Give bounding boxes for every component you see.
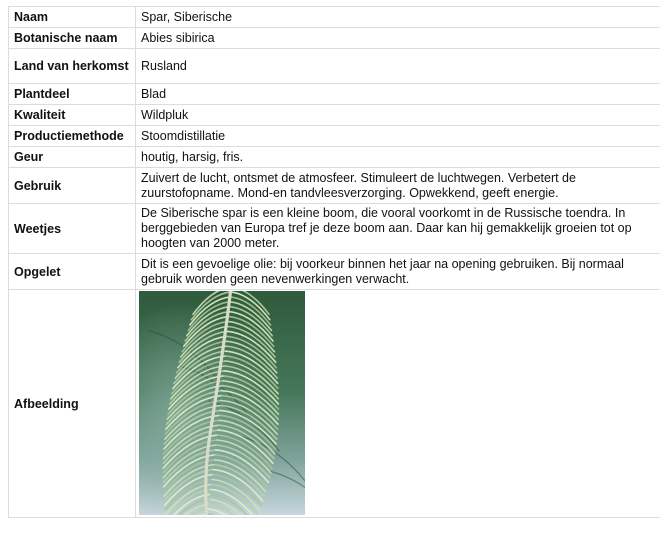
row-label-geur: Geur bbox=[9, 147, 136, 168]
row-value-gebruik: Zuivert de lucht, ontsmet de atmosfeer. Stimuleert de luchtwegen. Verbetert de zuurstofopname. Mond-en tandvleesverzorging. Opwekkend, geeft energie. bbox=[136, 168, 660, 204]
row-label-naam: Naam bbox=[9, 7, 136, 28]
row-value-plantdeel: Blad bbox=[136, 84, 660, 105]
table-row bbox=[9, 84, 660, 105]
row-value-botanische-naam: Abies sibirica bbox=[136, 28, 660, 49]
row-value-kwaliteit: Wildpluk bbox=[136, 105, 660, 126]
table-row bbox=[9, 7, 660, 28]
row-label-land-van-herkomst: Land van herkomst bbox=[9, 49, 136, 84]
row-value-opgelet: Dit is een gevoelige olie: bij voorkeur binnen het jaar na opening gebruiken. Bij normaal gebruik worden geen nevenwerkingen verwacht. bbox=[136, 254, 660, 290]
product-info-table bbox=[8, 6, 660, 518]
row-value-weetjes: De Siberische spar is een kleine boom, die vooral voorkomt in de Russische toendra. In berggebieden van Europa tref je deze boom aan. Daar kan hij gemakkelijk groeien tot op hoogten van 2000 meter. bbox=[136, 204, 660, 254]
row-value-land-van-herkomst: Rusland bbox=[136, 49, 660, 84]
row-label-opgelet: Opgelet bbox=[9, 254, 136, 290]
table-row bbox=[9, 290, 660, 518]
row-value-productiemethode: Stoomdistillatie bbox=[136, 126, 660, 147]
table-row bbox=[9, 28, 660, 49]
row-label-productiemethode: Productiemethode bbox=[9, 126, 136, 147]
table-row bbox=[9, 49, 660, 84]
row-value-afbeelding bbox=[136, 290, 660, 518]
table-row bbox=[9, 168, 660, 204]
table-row bbox=[9, 147, 660, 168]
row-label-kwaliteit: Kwaliteit bbox=[9, 105, 136, 126]
table-row bbox=[9, 254, 660, 290]
row-label-gebruik: Gebruik bbox=[9, 168, 136, 204]
row-value-naam: Spar, Siberische bbox=[136, 7, 660, 28]
pine-branch-photo bbox=[139, 291, 305, 515]
row-label-plantdeel: Plantdeel bbox=[9, 84, 136, 105]
product-sheet bbox=[8, 6, 656, 518]
row-label-afbeelding: Afbeelding bbox=[9, 290, 136, 518]
row-value-geur: houtig, harsig, fris. bbox=[136, 147, 660, 168]
row-label-weetjes: Weetjes bbox=[9, 204, 136, 254]
row-label-botanische-naam: Botanische naam bbox=[9, 28, 136, 49]
table-row bbox=[9, 204, 660, 254]
table-row bbox=[9, 105, 660, 126]
table-row bbox=[9, 126, 660, 147]
